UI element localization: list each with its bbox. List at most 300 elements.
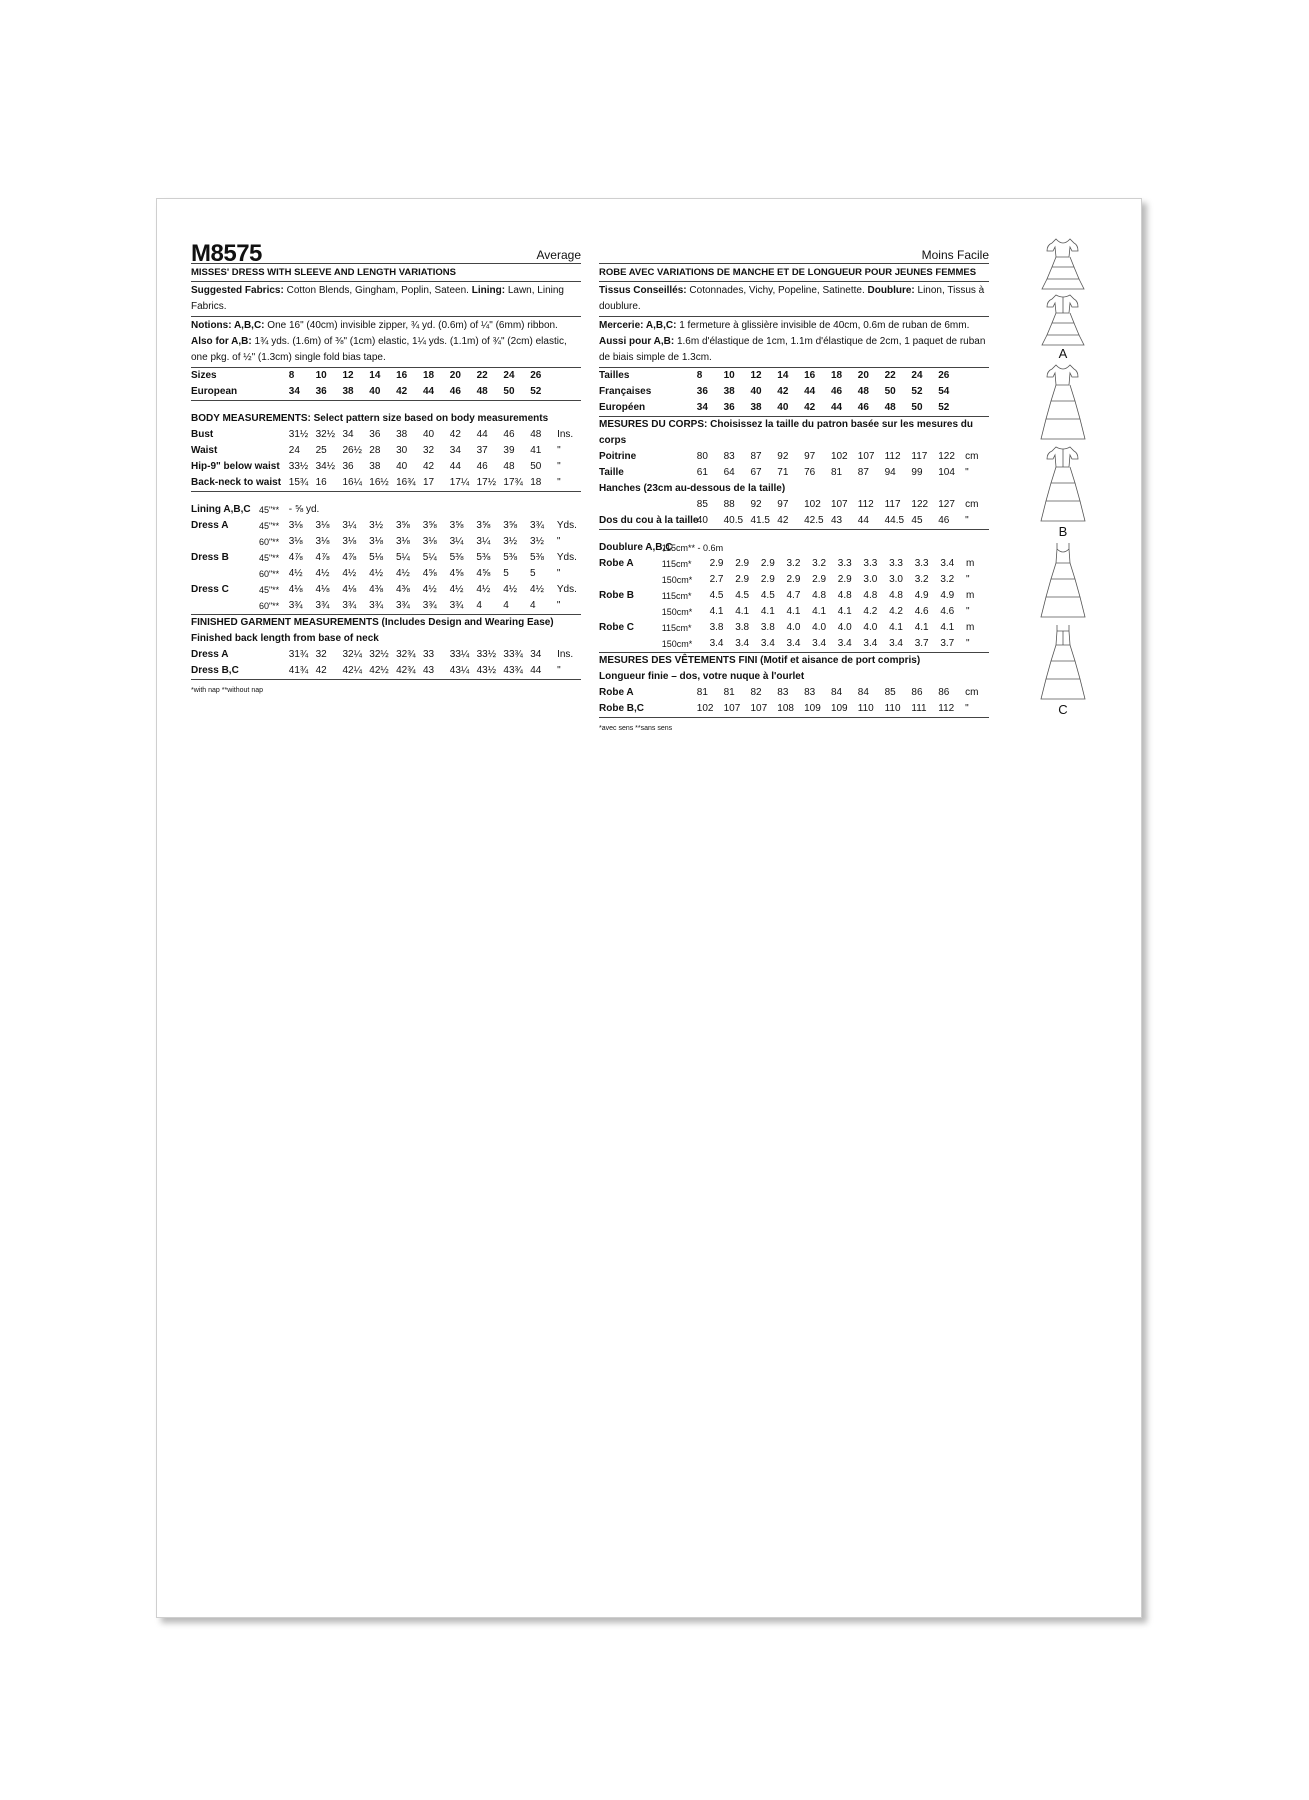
row-label xyxy=(599,572,662,588)
row-label: Taille xyxy=(599,467,624,478)
value-cell: 4⅝ xyxy=(476,568,491,579)
sizes-table xyxy=(191,368,581,401)
value-cell: 16 xyxy=(804,370,816,381)
table-row xyxy=(599,400,989,416)
value-cell: 3.4 xyxy=(812,638,827,649)
table-row xyxy=(599,449,989,465)
value-cell: 102 xyxy=(804,499,821,510)
difficulty-label: Average xyxy=(536,248,581,262)
value-cell: 82 xyxy=(750,687,762,698)
value-cell: 3¾ xyxy=(369,600,384,611)
value-cell: 46 xyxy=(857,402,869,413)
table-row xyxy=(599,465,989,481)
english-column xyxy=(191,235,581,695)
value-cell: 2.9 xyxy=(812,574,827,585)
value-cell: 36 xyxy=(342,461,354,472)
notions xyxy=(191,317,581,368)
width-cell: 60"** xyxy=(258,537,280,547)
value-cell: 3½ xyxy=(503,536,518,547)
value-cell: 3.7 xyxy=(914,638,929,649)
lining-text-fr: Linon, Tissus à doublure. xyxy=(599,285,985,312)
dress-c-sketch-back-icon xyxy=(1036,621,1090,703)
value-cell: 107 xyxy=(750,703,768,714)
value-cell: 42 xyxy=(777,386,789,397)
table-row xyxy=(191,502,581,518)
unit-cell: Yds. xyxy=(556,584,577,595)
value-cell: 3.3 xyxy=(863,558,878,569)
footnote-fr: *avec sens **sans sens xyxy=(599,725,673,732)
body-measurements-table xyxy=(191,427,581,492)
table-row xyxy=(599,572,989,588)
value-cell: 4.1 xyxy=(914,622,929,633)
value-cell: 12 xyxy=(342,370,354,381)
value-cell: 112 xyxy=(938,703,955,714)
value-cell: 16 xyxy=(315,477,327,488)
value-cell: 3.7 xyxy=(940,638,955,649)
row-label: Doublure A,B,C xyxy=(599,542,673,553)
value-cell: 3¼ xyxy=(342,520,357,531)
value-cell: 3⅛ xyxy=(369,536,384,547)
value-cell: 10 xyxy=(315,370,327,381)
value-cell: 3.4 xyxy=(940,558,955,569)
value-cell: 107 xyxy=(723,703,741,714)
value-cell: 86 xyxy=(911,687,923,698)
row-label: Robe A xyxy=(599,687,634,698)
value-cell: 20 xyxy=(857,370,869,381)
value-cell: 40 xyxy=(777,402,789,413)
value-cell: 2.9 xyxy=(760,574,775,585)
value-cell: 4.8 xyxy=(812,590,827,601)
pattern-code: M8575 xyxy=(191,240,262,267)
unit-cell: Yds. xyxy=(556,552,577,563)
value-cell: 5⅜ xyxy=(530,552,544,563)
value-cell: 86 xyxy=(938,687,950,698)
value-cell: 4.0 xyxy=(863,622,878,633)
value-cell: 3½ xyxy=(530,536,544,547)
value-cell: 42 xyxy=(315,665,327,676)
value-cell: 3¼ xyxy=(476,536,491,547)
value-cell: 3⅛ xyxy=(422,536,437,547)
value-cell: 4½ xyxy=(288,568,303,579)
value-cell: 24 xyxy=(503,370,515,381)
value-cell: 44 xyxy=(830,402,843,413)
notions-also-text: 1¾ yds. (1.6m) of ⅜" (1cm) elastic, 1¼ yds. (1.1m) of ¾" (2cm) elastic, one pkg. of ½" (1.3cm) single fold bias tape. xyxy=(191,336,567,363)
value-cell: 44.5 xyxy=(884,515,905,526)
view-letter-b: B xyxy=(1058,524,1068,539)
value-cell: 33½ xyxy=(476,649,497,660)
value-cell: 52 xyxy=(938,402,950,413)
table-row xyxy=(191,598,581,614)
value-cell: 3.3 xyxy=(837,558,852,569)
value-cell: 3.4 xyxy=(709,638,724,649)
value-cell: 17 xyxy=(422,477,435,488)
value-cell: 46 xyxy=(938,515,950,526)
value-cell: 4.9 xyxy=(940,590,955,601)
value-cell: 3⅛ xyxy=(342,536,357,547)
value-cell: 4.1 xyxy=(837,606,852,617)
value-cell: 81 xyxy=(723,687,735,698)
value-cell: 50 xyxy=(503,386,515,397)
value-cell: 5 xyxy=(503,568,509,579)
width-cell: 45"** xyxy=(258,585,280,595)
fabrics-text: Cotton Blends, Gingham, Poplin, Sateen. xyxy=(286,285,469,296)
value-cell: 52 xyxy=(530,386,542,397)
value-cell: 36 xyxy=(369,429,381,440)
unit-cell: " xyxy=(965,515,969,526)
unit-cell: " xyxy=(556,536,561,547)
value-cell: 44 xyxy=(422,386,435,397)
value-cell: 40 xyxy=(396,461,408,472)
value-cell: 40 xyxy=(369,386,381,397)
value-cell: 48 xyxy=(857,386,869,397)
width-cell: 150cm* xyxy=(661,639,693,649)
value-cell: 83 xyxy=(723,451,735,462)
lining-label: Lining: xyxy=(471,285,506,296)
width-cell: 45"** xyxy=(258,521,280,531)
value-cell: 30 xyxy=(396,445,408,456)
table-row xyxy=(191,368,581,384)
value-cell: 45 xyxy=(911,515,923,526)
notions-also-label: Also for A,B: xyxy=(191,336,252,347)
value-cell: 26 xyxy=(938,370,950,381)
value-cell: 3.4 xyxy=(863,638,878,649)
row-label: Lining A,B,C xyxy=(191,504,251,515)
value-cell: 32 xyxy=(315,649,327,660)
row-label xyxy=(599,636,662,652)
value-cell: 32¾ xyxy=(396,649,416,660)
difficulty-label-fr: Moins Facile xyxy=(921,248,989,262)
finished-measurements-title: FINISHED GARMENT MEASUREMENTS (Includes Design and Wearing Ease) xyxy=(191,617,554,628)
value-cell: 4⅜ xyxy=(369,584,384,595)
value-cell: 26 xyxy=(530,370,542,381)
value-cell: 5¼ xyxy=(395,552,410,563)
fabrics-label-fr: Tissus Conseillés: xyxy=(599,285,687,296)
value-cell: 3.4 xyxy=(760,638,775,649)
row-label: Hip-9" below waist xyxy=(191,461,280,472)
unit-cell: cm xyxy=(965,687,979,698)
width-cell: 115cm* xyxy=(661,623,692,633)
value-cell: 4½ xyxy=(369,568,384,579)
width-cell: 150cm* xyxy=(661,575,693,585)
value-cell: 92 xyxy=(750,499,762,510)
value-cell: 4½ xyxy=(315,568,330,579)
value-cell: 39 xyxy=(503,445,515,456)
value-cell: 36 xyxy=(315,386,327,397)
data-grid xyxy=(599,449,989,529)
value-cell: 40 xyxy=(422,429,435,440)
value-cell: 50 xyxy=(911,402,923,413)
value-cell: 46 xyxy=(503,429,515,440)
value-cell: 26½ xyxy=(342,445,362,456)
value-cell: 109 xyxy=(830,703,848,714)
unit-cell: cm xyxy=(965,499,979,510)
value-cell: 16 xyxy=(396,370,408,381)
value-cell: 4.8 xyxy=(837,590,852,601)
table-row xyxy=(599,604,989,620)
value-cell: 43 xyxy=(830,515,843,526)
value-cell: 4.5 xyxy=(760,590,775,601)
value-cell: 88 xyxy=(723,499,735,510)
notions-fr xyxy=(599,317,989,368)
value-cell: 4.8 xyxy=(863,590,878,601)
unit-cell: " xyxy=(965,703,969,714)
yardage-table-fr xyxy=(599,540,989,653)
row-label xyxy=(191,566,259,582)
value-cell: 46 xyxy=(476,461,488,472)
unit-cell: " xyxy=(965,638,970,649)
value-cell: 110 xyxy=(884,703,901,714)
value-cell: 17¼ xyxy=(449,477,470,488)
table-row xyxy=(191,566,581,582)
row-label: Européen xyxy=(599,402,646,413)
value-cell: 22 xyxy=(476,370,488,381)
value-cell: 107 xyxy=(857,451,875,462)
notions-label: Notions: A,B,C: xyxy=(191,320,265,331)
value-cell: 5⅛ xyxy=(369,552,384,563)
value-cell: 41.5 xyxy=(750,515,770,526)
table-row xyxy=(599,497,989,513)
value-cell: 4½ xyxy=(503,584,518,595)
value-cell: 4⅛ xyxy=(342,584,357,595)
value-cell: 2.9 xyxy=(786,574,801,585)
lining-text: Lawn, Lining Fabrics. xyxy=(191,285,564,312)
value-cell: 85 xyxy=(696,499,708,510)
value-cell: 4.6 xyxy=(940,606,955,617)
value-cell: 17¾ xyxy=(503,477,523,488)
value-cell: 99 xyxy=(911,467,923,478)
value-cell: 3¾ xyxy=(530,520,544,531)
value-cell: 42.5 xyxy=(804,515,824,526)
notions-also-label-fr: Aussi pour A,B: xyxy=(599,336,675,347)
value-cell: 14 xyxy=(369,370,381,381)
value-cell: 3⅛ xyxy=(315,520,330,531)
value-cell: 87 xyxy=(857,467,869,478)
value-cell: 109 xyxy=(804,703,821,714)
value-cell: 10 xyxy=(723,370,735,381)
pattern-title: MISSES' DRESS WITH SLEEVE AND LENGTH VARIATIONS xyxy=(191,264,581,282)
value-cell: 102 xyxy=(696,703,714,714)
value-cell: 5¼ xyxy=(422,552,437,563)
value-cell: 3.4 xyxy=(735,638,750,649)
value-cell: 44 xyxy=(449,461,461,472)
table-cell xyxy=(557,368,581,384)
row-label: Back-neck to waist xyxy=(191,477,282,488)
value-cell: 4.1 xyxy=(786,606,801,617)
value-cell: 42½ xyxy=(369,665,389,676)
unit-cell: Yds. xyxy=(556,520,577,531)
table-row xyxy=(599,368,989,384)
value-cell: 38 xyxy=(396,429,408,440)
value-cell: 48 xyxy=(884,402,896,413)
value-cell: - ⅝ yd. xyxy=(288,504,320,515)
value-cell: 117 xyxy=(884,499,901,510)
value-cell: 2.9 xyxy=(709,558,724,569)
value-cell: 112 xyxy=(857,499,874,510)
value-cell: 5⅜ xyxy=(476,552,491,563)
value-cell: 17½ xyxy=(476,477,497,488)
value-cell: 33½ xyxy=(288,461,309,472)
value-cell: 4 xyxy=(503,600,509,611)
value-cell: 3.2 xyxy=(940,574,955,585)
suggested-fabrics xyxy=(191,282,581,317)
unit-cell: " xyxy=(556,568,561,579)
unit-cell: cm xyxy=(965,451,979,462)
value-cell: 48 xyxy=(476,386,488,397)
table-row xyxy=(191,550,581,566)
value-cell: 50 xyxy=(884,386,896,397)
value-cell: 3¼ xyxy=(449,536,464,547)
value-cell: 85 xyxy=(884,687,896,698)
value-cell: 16¼ xyxy=(342,477,362,488)
data-grid xyxy=(191,502,581,614)
table-row xyxy=(599,540,989,556)
value-cell: 48 xyxy=(530,429,542,440)
row-label: Poitrine xyxy=(599,451,637,462)
value-cell: 2.9 xyxy=(735,558,750,569)
value-cell: 115cm** - 0.6m xyxy=(661,543,724,553)
value-cell: 122 xyxy=(911,499,929,510)
value-cell: 3.4 xyxy=(786,638,801,649)
row-label: Dress A xyxy=(191,520,229,531)
value-cell: 3.2 xyxy=(812,558,827,569)
value-cell: 3.0 xyxy=(863,574,878,585)
row-label xyxy=(191,534,259,550)
value-cell: 3.0 xyxy=(889,574,903,585)
finished-measurements-table-fr xyxy=(599,685,989,718)
footnote: *with nap **without nap xyxy=(191,687,263,694)
width-cell: 60"** xyxy=(258,601,280,611)
body-measurements-table-fr xyxy=(599,449,989,530)
value-cell: 34 xyxy=(696,402,708,413)
value-cell: 3.2 xyxy=(786,558,801,569)
row-label: Bust xyxy=(191,429,214,440)
value-cell: 3⅛ xyxy=(315,536,330,547)
value-cell: 4⅞ xyxy=(342,552,357,563)
row-label xyxy=(191,598,259,614)
value-cell: 46 xyxy=(449,386,461,397)
value-cell: 16¾ xyxy=(396,477,416,488)
value-cell: 3¾ xyxy=(449,600,464,611)
row-label: European xyxy=(191,386,238,397)
value-cell: 3⅛ xyxy=(395,536,410,547)
value-cell: 43 xyxy=(422,665,435,676)
value-cell: 2.9 xyxy=(760,558,775,569)
value-cell: 42 xyxy=(449,429,461,440)
width-cell: 45"** xyxy=(258,505,280,515)
value-cell: 18 xyxy=(530,477,542,488)
value-cell: 43¼ xyxy=(449,665,470,676)
value-cell: 32½ xyxy=(369,649,389,660)
value-cell: 41¾ xyxy=(288,665,309,676)
value-cell: 8 xyxy=(288,370,295,381)
french-header xyxy=(599,235,989,264)
data-grid xyxy=(599,685,989,717)
value-cell: 18 xyxy=(422,370,435,381)
value-cell: 4.2 xyxy=(863,606,878,617)
value-cell: 4.0 xyxy=(786,622,801,633)
value-cell: 110 xyxy=(857,703,874,714)
finished-length-subtitle-fr: Longueur finie – dos, votre nuque à l'ourlet xyxy=(599,671,805,682)
row-label: Robe C xyxy=(599,622,634,633)
value-cell: 97 xyxy=(804,451,816,462)
value-cell: 5⅜ xyxy=(503,552,518,563)
value-cell: 31¾ xyxy=(288,649,309,660)
table-row xyxy=(191,663,581,679)
value-cell: 97 xyxy=(777,499,789,510)
row-label: Dress B xyxy=(191,552,229,563)
value-cell: 4.8 xyxy=(889,590,903,601)
value-cell: 3⅝ xyxy=(395,520,410,531)
value-cell: 4.1 xyxy=(760,606,775,617)
value-cell: 4.5 xyxy=(709,590,724,601)
unit-cell: " xyxy=(557,461,561,472)
row-label: Hanches (23cm au-dessous de la taille) xyxy=(599,483,786,494)
value-cell: 127 xyxy=(938,499,955,510)
dress-c-sketch-front-icon xyxy=(1036,539,1090,621)
value-cell: 40 xyxy=(696,515,708,526)
value-cell: 38 xyxy=(369,461,381,472)
row-label: Sizes xyxy=(191,370,217,381)
value-cell: 83 xyxy=(777,687,789,698)
value-cell: 4.0 xyxy=(812,622,827,633)
value-cell: 80 xyxy=(696,451,708,462)
unit-cell: " xyxy=(557,445,561,456)
width-cell: 45"** xyxy=(258,553,280,563)
value-cell: 25 xyxy=(315,445,327,456)
value-cell: 81 xyxy=(696,687,708,698)
value-cell: 44 xyxy=(476,429,488,440)
value-cell: 34 xyxy=(530,649,542,660)
value-cell: 33¾ xyxy=(503,649,523,660)
value-cell: 16½ xyxy=(369,477,389,488)
dress-b-sketch-front-icon xyxy=(1036,361,1090,443)
table-row xyxy=(599,588,989,604)
width-cell: 60"** xyxy=(258,569,280,579)
yardage-table xyxy=(191,502,581,615)
value-cell: 38 xyxy=(750,402,762,413)
table-cell xyxy=(965,400,989,416)
value-cell: 40.5 xyxy=(723,515,744,526)
value-cell: 4⅞ xyxy=(315,552,330,563)
row-label: Robe B xyxy=(599,590,634,601)
value-cell: 104 xyxy=(938,467,955,478)
value-cell: 33¼ xyxy=(449,649,470,660)
value-cell: 84 xyxy=(857,687,869,698)
value-cell: 4.1 xyxy=(812,606,827,617)
value-cell: 44 xyxy=(530,665,542,676)
value-cell: 3.8 xyxy=(760,622,775,633)
value-cell: 92 xyxy=(777,451,789,462)
value-cell: 4.1 xyxy=(940,622,955,633)
table-row xyxy=(191,475,581,491)
value-cell: 43½ xyxy=(476,665,497,676)
body-measurements-title: BODY MEASUREMENTS: Select pattern size based on body measurements xyxy=(191,413,549,424)
value-cell: 52 xyxy=(911,386,923,397)
table-row xyxy=(599,620,989,636)
table-row xyxy=(191,384,581,400)
value-cell: 36 xyxy=(696,386,708,397)
value-cell: 3.2 xyxy=(914,574,929,585)
value-cell: 14 xyxy=(777,370,789,381)
value-cell: 3.3 xyxy=(914,558,929,569)
lining-label-fr: Doublure: xyxy=(867,285,915,296)
value-cell: 37 xyxy=(476,445,488,456)
value-cell: 3¾ xyxy=(342,600,357,611)
value-cell: 4⅛ xyxy=(288,584,303,595)
value-cell: 102 xyxy=(830,451,848,462)
table-row xyxy=(599,513,989,529)
value-cell: 42 xyxy=(804,402,816,413)
